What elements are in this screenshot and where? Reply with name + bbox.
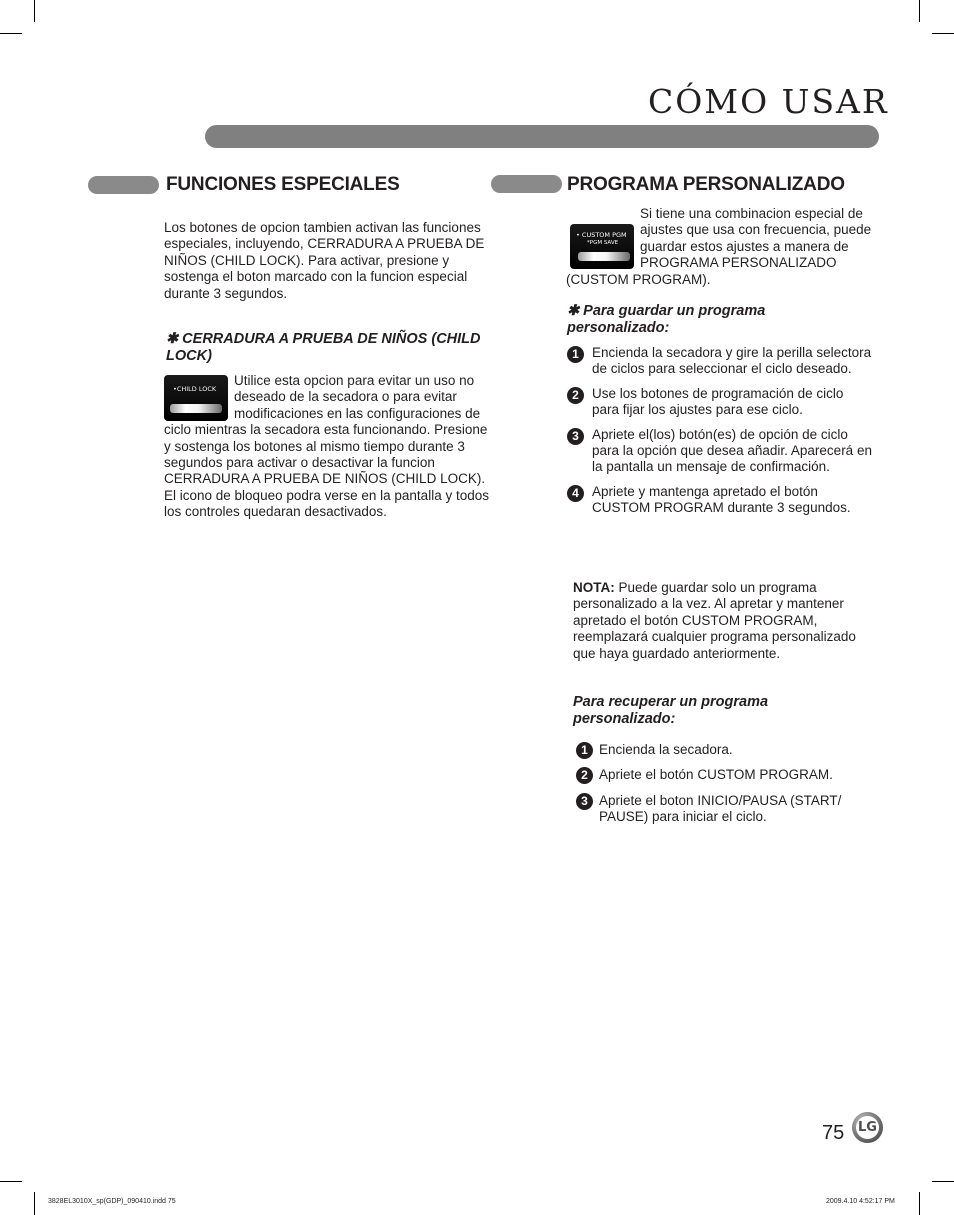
save-steps-list [567,345,872,525]
step-number: 3 [576,793,593,810]
recall-steps-list [576,742,871,835]
custom-button-sublabel: *PGM SAVE [587,240,619,246]
list-item [567,484,872,517]
special-functions-intro: Los botones de opcion tambien activan las funciones especiales, incluyendo, CERRADURA A PRUEBA DE NIÑOS (CHILD LOCK). Para activar, presione y sostenga el boton marcado con la funcion especial durante 3 segundos. [164,220,485,301]
step-text: Apriete y mantenga apretado el botón CUSTOM PROGRAM durante 3 segundos. [592,483,851,516]
footer-timestamp: 2009.4.10 4:52:17 PM [826,1198,895,1205]
child-lock-block [164,373,492,521]
custom-program-button-image [570,224,634,269]
child-lock-button-label: •CHILD LOCK [173,385,217,393]
step-text: Encienda la secadora. [599,742,733,757]
crop-mark [0,33,22,34]
section-heading-custom-program: PROGRAMA PERSONALIZADO [567,174,845,195]
step-text: Apriete el(los) botón(es) de opción de ciclo para la opción que desea añadir. Aparecerá en la pantalla un mensaje de confirmación. [592,426,872,475]
section-heading-special-functions: FUNCIONES ESPECIALES [166,174,400,195]
crop-mark [34,0,35,22]
step-number: 2 [576,767,593,784]
custom-button-label: • CUSTOM PGM [576,231,627,239]
button-highlight [170,404,222,413]
page-number: 75 [822,1122,845,1144]
crop-mark [932,33,954,34]
button-highlight [578,252,630,261]
section-marker [88,176,159,194]
step-number: 1 [567,346,584,363]
note-block [573,580,871,662]
list-item [576,742,871,758]
child-lock-button-image [164,375,228,421]
save-program-heading: ✱ Para guardar un programa personalizado: [567,303,766,336]
lg-logo-icon [852,1112,883,1143]
list-item [576,767,871,783]
logo-text: LG [856,1116,879,1139]
crop-mark [932,1181,954,1182]
step-number: 3 [567,428,584,445]
step-number: 1 [576,742,593,759]
step-text: Use los botones de programación de ciclo para fijar los ajustes para ese ciclo. [592,385,844,418]
list-item [576,793,871,826]
custom-program-intro-block [566,206,876,288]
step-text: Apriete el botón CUSTOM PROGRAM. [599,767,833,783]
crop-mark [34,1192,35,1215]
note-label: NOTA: [573,580,615,595]
section-marker [491,175,562,193]
list-item [567,427,872,476]
crop-mark [919,0,920,22]
custom-program-intro: Si tiene una combinacion especial de ajustes que usa con frecuencia, puede guardar estos ajustes a manera de PROGRAMA PERSONALIZADO (CUSTOM PROGRAM). [566,206,872,287]
step-text: Encienda la secadora y gire la perilla selectora de ciclos para seleccionar el ciclo deseado. [592,345,872,377]
footer-filename: 3828EL3010X_sp(GDP)_090410.indd 75 [48,1198,176,1205]
child-lock-heading: ✱ CERRADURA A PRUEBA DE NIÑOS (CHILD LOCK) [166,331,481,364]
list-item [567,386,872,419]
step-text: Apriete el boton INICIO/PAUSA (START/ PAUSE) para iniciar el ciclo. [599,792,842,825]
step-number: 2 [567,387,584,404]
header-bar [205,125,879,148]
note-text: Puede guardar solo un programa personalizado a la vez. Al apretar y mantener apretado el botón CUSTOM PROGRAM, reemplazará cualquier programa personalizado que haya guardado anteriormente. [573,580,856,661]
page-title: CÓMO USAR [648,82,889,121]
recall-program-heading: Para recuperar un programa personalizado: [573,694,769,727]
crop-mark [919,1192,920,1215]
step-number: 4 [567,485,584,502]
crop-mark [0,1181,22,1182]
child-lock-text: Utilice esta opcion para evitar un uso no deseado de la secadora o para evitar modificaciones en las configuraciones de ciclo mientras la secadora esta funcionando. Presione y sostenga los botones al mismo tiempo durante 3 segundos para activar o desactivar la funcion CERRADURA A PRUEBA DE NIÑOS (CHILD LOCK). El icono de bloqueo podra verse en la pantalla y todos los controles quedaran desactivados. [164,373,489,520]
list-item [567,345,872,378]
